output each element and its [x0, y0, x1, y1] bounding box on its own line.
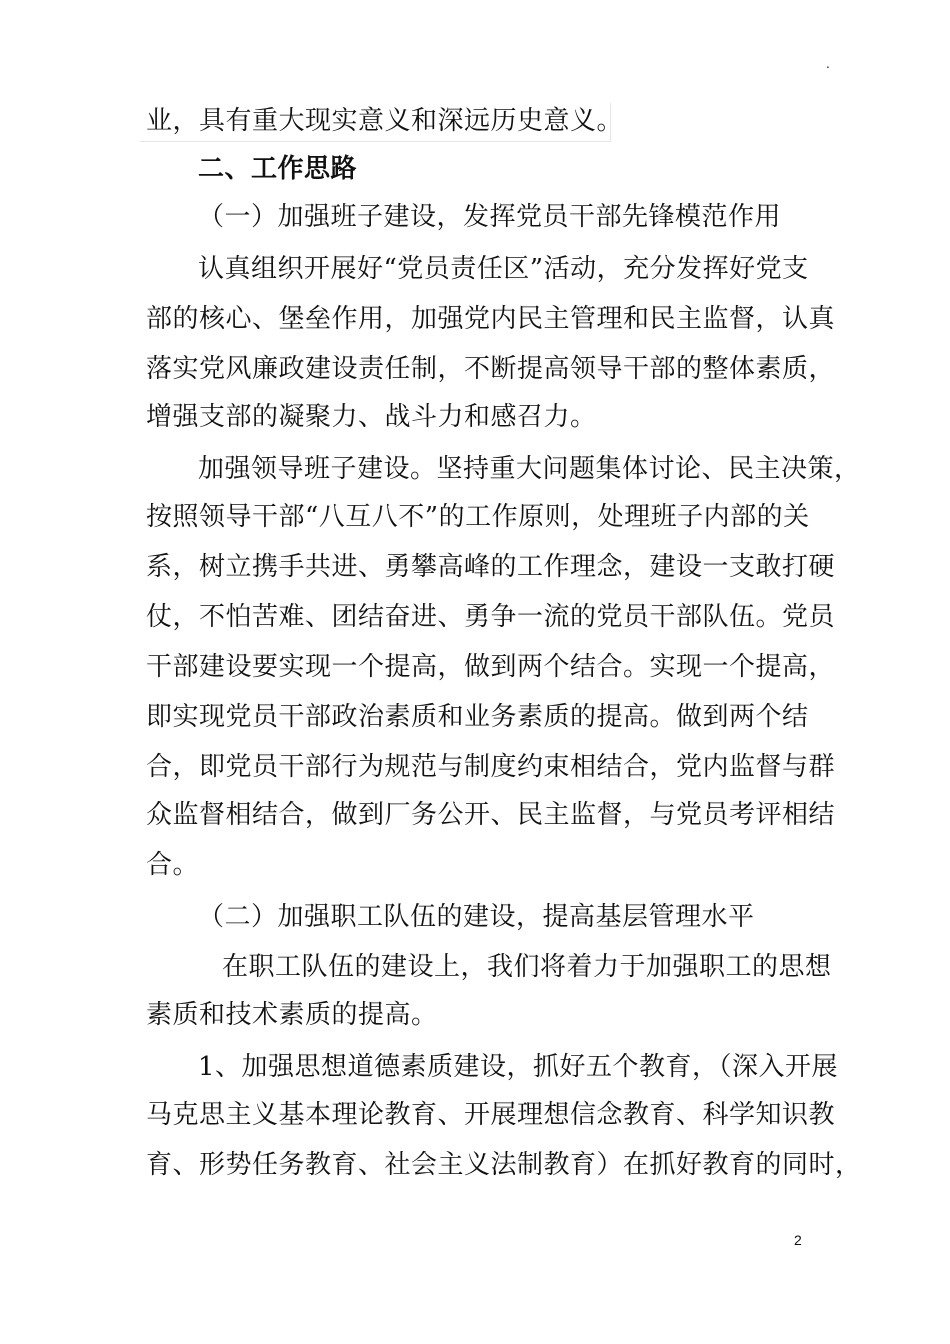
- body-line: 增强支部的凝聚力、战斗力和感召力。: [146, 402, 597, 432]
- page-number: 2: [794, 1232, 802, 1248]
- body-line: 落实党风廉政建设责任制，不断提高领导干部的整体素质，: [146, 354, 836, 384]
- body-line: 部的核心、堡垒作用，加强党内民主管理和民主监督，认真: [146, 304, 836, 334]
- body-line: 认真组织开展好“党员责任区”活动，充分发挥好党支: [198, 254, 809, 284]
- body-line: 仗，不怕苦难、团结奋进、勇争一流的党员干部队伍。党员: [146, 602, 836, 632]
- corner-mark: .: [826, 57, 830, 71]
- body-line: 育、形势任务教育、社会主义法制教育）在抓好教育的同时，: [146, 1150, 862, 1180]
- body-line: 素质和技术素质的提高。: [146, 1000, 438, 1030]
- body-line: 1、加强思想道德素质建设，抓好五个教育，（深入开展: [198, 1052, 839, 1082]
- body-line: 业，具有重大现实意义和深远历史意义。: [146, 106, 624, 136]
- body-line: 在职工队伍的建设上，我们将着力于加强职工的思想: [222, 952, 832, 982]
- body-line: 即实现党员干部政治素质和业务素质的提高。做到两个结: [146, 702, 809, 732]
- body-line: 马克思主义基本理论教育、开展理想信念教育、科学知识教: [146, 1100, 836, 1130]
- subsection-heading: （二）加强职工队伍的建设，提高基层管理水平: [198, 902, 755, 932]
- body-line: 系，树立携手共进、勇攀高峰的工作理念，建设一支敢打硬: [146, 552, 836, 582]
- body-line: 合，即党员干部行为规范与制度约束相结合，党内监督与群: [146, 752, 836, 782]
- body-line: 加强领导班子建设。坚持重大问题集体讨论、民主决策，: [198, 454, 861, 484]
- body-line: 合。: [146, 850, 200, 880]
- body-line: 按照领导干部“八互八不”的工作原则，处理班子内部的关: [146, 502, 810, 532]
- section-heading: 二、工作思路: [198, 154, 358, 184]
- subsection-heading: （一）加强班子建设，发挥党员干部先锋模范作用: [198, 202, 782, 232]
- body-line: 干部建设要实现一个提高，做到两个结合。实现一个提高，: [146, 652, 836, 682]
- body-line: 众监督相结合，做到厂务公开、民主监督，与党员考评相结: [146, 800, 836, 830]
